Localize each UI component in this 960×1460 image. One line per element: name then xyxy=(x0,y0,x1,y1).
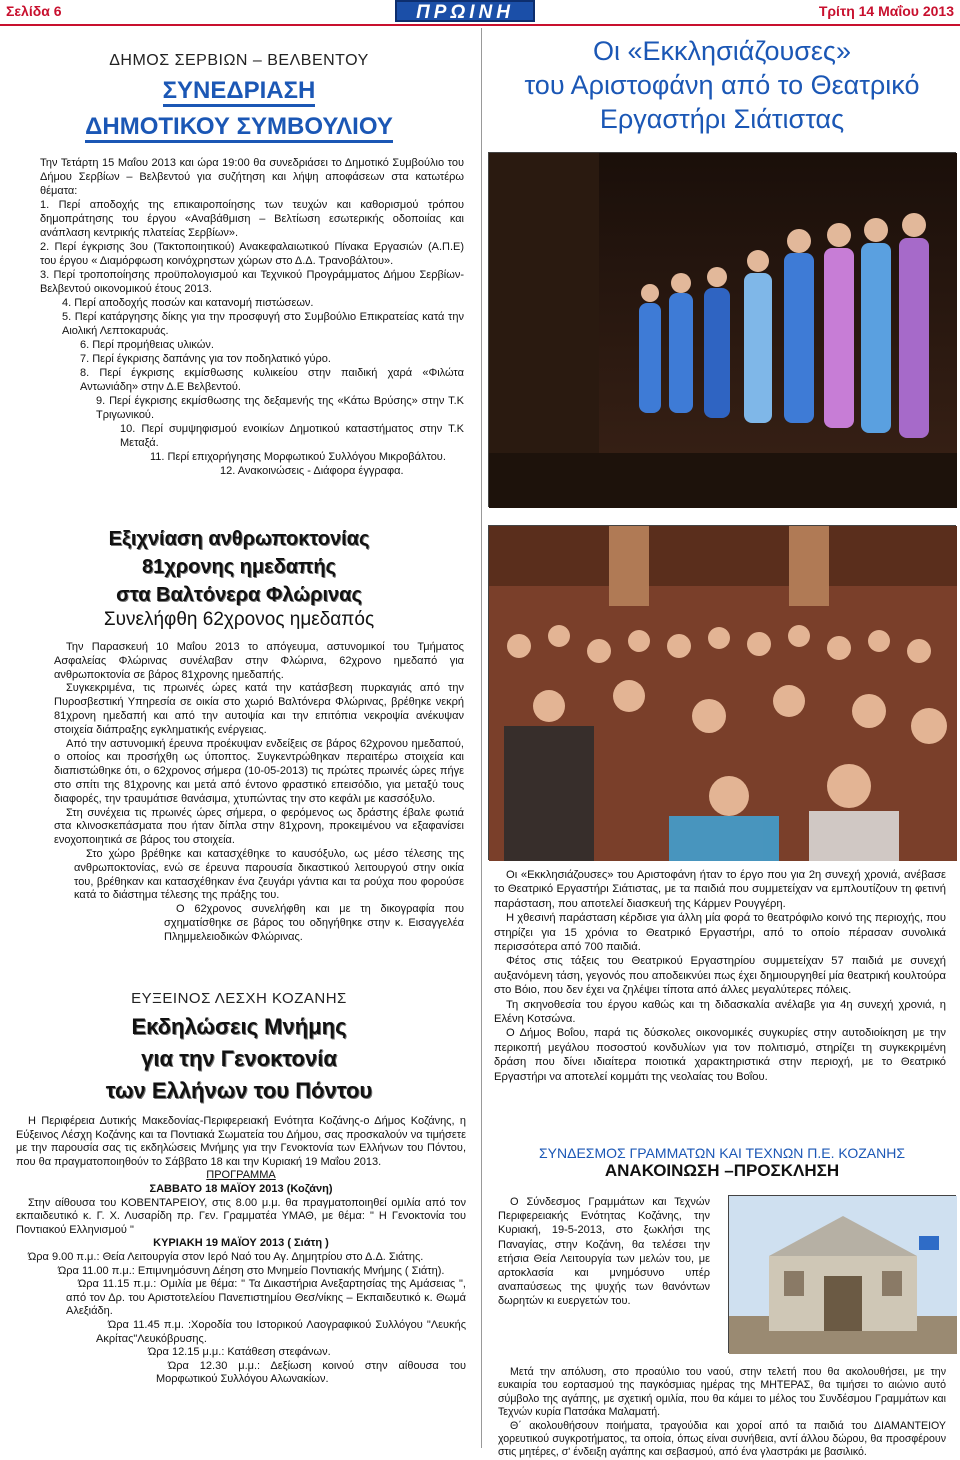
audience-photo xyxy=(488,525,956,860)
paragraph: 4. Περί αποδοχής ποσών και κατανομή πιστώσεων. xyxy=(62,297,314,309)
issue-date: Τρίτη 14 Μαΐου 2013 xyxy=(818,3,954,19)
article-invitation-body xyxy=(484,1195,960,1309)
article-title-line2: για την Γενοκτονία xyxy=(141,1046,337,1071)
paragraph: 2. Περί έγκρισης 3ου (Τακτοποιητικού) Ανακεφαλαιωτικού Πίνακα Εργασιών (Α.Π.Ε) του έργου « Διαμόρφωση κοινόχρηστων χώρων στο Δ.Δ. Τρανοβάλτου». xyxy=(40,241,464,267)
paragraph: Συγκεκριμένα, τις πρωινές ώρες κατά την κατάσβεση πυρκαγιάς από την Πυροσβεστική Υπηρεσία σε οικία στο χωριό Βαλτόνερα Φλώρινας, βρέθηκε νεκρή 81χρονη ημεδαπή και από την αυτοψία και την επιτόπια νεκροψία ανέκυψαν στοιχεία διάπραξης εγκληματικής ενέργειας. xyxy=(54,682,464,736)
paragraph: Τη σκηνοθεσία του έργου καθώς και τη διδασκαλία ανέλαβε για 4η συνεχή χρονιά, η Ελένη Κοτσώνα. xyxy=(494,998,946,1026)
paragraph: Ο 62χρονος συνελήφθη και με τη δικογραφία που σχηματίσθηκε σε βάρος του οδηγήθηκε στην κ. Εισαγγελέα Πλημμελειοδικών Φλώρινας. xyxy=(164,903,464,943)
paragraph: Στη συνέχεια τις πρωινές ώρες σήμερα, ο φερόμενος ως δράστης έβαλε φωτιά στα κλινοσκεπάσματα που ήταν δίπλα στην 81χρονη, προκειμένου να εξαφανίσει ενοχοποιητικά σε βάρος του στοιχεία. xyxy=(54,806,464,847)
stage-photo-image xyxy=(489,153,957,508)
article-pontic-genocide xyxy=(0,990,478,1387)
paragraph: Οι «Εκκλησιάζουσες» του Αριστοφάνη ήταν το έργο που για 2η συνεχή χρονιά, ανέβασε το Θεατρικό Εργαστήρι Σιάτιστας, με τα παιδιά που συμμετείχαν να εμπλουτίζουν τη φετινή παράσταση, που αποτελεί διασκευή της Κάρμεν Ρουγγέρη. xyxy=(494,869,946,910)
paragraph: 3. Περί τροποποίησης προϋπολογισμού και Τεχνικού Προγράμματος Δήμου Σερβίων-Βελβεντού οικονομικού έτους 2013. xyxy=(40,269,464,295)
paragraph: 11. Περί επιχορήγησης Μορφωτικού Συλλόγου Μικροβάλτου. xyxy=(150,451,446,463)
audience-photo-image xyxy=(489,526,957,861)
paragraph: Την Τετάρτη 15 Μαΐου 2013 και ώρα 19:00 θα συνεδριάσει το Δημοτικό Συμβούλιο του Δήμου Σερβίων – Βελβεντού για συζήτηση και λήψη αποφάσεων στα κατωτέρω θέματα: xyxy=(40,157,464,197)
article-title-line1: Οι «Εκκλησιάζουσες» xyxy=(593,36,851,66)
article-theatre xyxy=(484,34,960,136)
article-kicker: ΔΗΜΟΣ ΣΕΡΒΙΩΝ – ΒΕΛΒΕΝΤΟΥ xyxy=(109,52,369,69)
article-body xyxy=(484,868,960,1084)
article-body xyxy=(0,641,478,945)
article-body xyxy=(0,1115,478,1387)
article-title-line3: Εργαστήρι Σιάτιστας xyxy=(599,104,845,134)
article-kicker: ΣΥΝΔΕΣΜΟΣ ΓΡΑΜΜΑΤΩΝ ΚΑΙ ΤΕΧΝΩΝ Π.Ε. ΚΟΖΑΝΗΣ xyxy=(539,1145,905,1161)
paragraph: 10. Περί συμψηφισμού ενοικίων Δημοτικού καταστήματος στην Τ.Κ Μεταξά. xyxy=(120,423,464,449)
paragraph: Φέτος στις τάξεις του Θεατρικού Εργαστηρίου συμμετείχαν 57 παιδιά με συνεχή αυξανόμενη τάση, γεγονός που αποδεικνύει πως έχει δημιουργηθεί μία θεατρική κουλτούρα στο Βόιο, που δεν έχει να ζηλέψει τίποτα από άλλες μεγαλύτερες πόλεις. xyxy=(494,955,946,997)
paragraph: Από την αστυνομική έρευνα προέκυψαν ενδείξεις σε βάρος 62χρονου ημεδαπού, ο οποίος και προσήχθη ως ύποπτος. Συγκεντρώθηκαν περαιτέρω στοιχεία και διαπιστώθηκε ότι, ο 62χρονος σήμερα (10-05-2013) τις πρώτες πρωινές ώρες πήγε στο σπίτι της 81χρονης και μετά από έντονο φραστικό επεισόδιο, για μεταξύ τους διαφορές, την τραυμάτισε θανάσιμα, χτυπώντας την στο κεφάλι με κασσόξυλο. xyxy=(54,737,464,805)
program-day: ΣΑΒΒΑΤΟ 18 ΜΑΪΟΥ 2013 (Κοζάνη) xyxy=(149,1182,333,1195)
masthead-logo: ΠΡΩΙΝΗ xyxy=(395,0,535,22)
paragraph: Μετά την απόλυση, στο προαύλιο του ναού, στην τελετή που θα ακολουθήσει, με την ευκαιρία του εορτασμού της παγκόσμιας ημέρας της ΜΗΤΕΡΑΣ, θα τιμήσει το αιώνιο αυτό σύμβολο της αγάπης, με σχετική ομιλία, που θα κάμει το μέλος του Συνδέσμου Γραμμάτων και Τεχνών κυρία Πατσάκα Μαλαματή. xyxy=(498,1366,946,1419)
program-day: ΚΥΡΙΑΚΗ 19 ΜΑΪΟΥ 2013 ( Σιάτη ) xyxy=(153,1237,329,1250)
article-theatre-body xyxy=(484,868,960,1084)
paragraph: Ώρα 11.45 π.μ. :Χοροδία του Ιστορικού Λαογραφικού Συλλόγου "Λευκής Ακρίτας"Λευκόβρυσης. xyxy=(96,1318,466,1345)
article-title: ΑΝΑΚΟΙΝΩΣΗ –ΠΡΟΣΚΛΗΣΗ xyxy=(604,1161,840,1180)
paragraph: Την Παρασκευή 10 Μαΐου 2013 το απόγευμα, αστυνομικοί του Τμήματος Ασφαλείας Φλώρινας συνέλαβαν στην Φλώρινα, 62χρονο ημεδαπό για ανθρωποκτονία σε βάρος 81χρονης ημεδαπής. xyxy=(54,641,464,681)
article-title-line1: ΣΥΝΕΔΡΙΑΣΗ xyxy=(0,76,478,106)
paragraph: 12. Ανακοινώσεις - Διάφορα έγγραφα. xyxy=(220,465,404,477)
paragraph: 7. Περί έγκρισης δαπάνης για τον ποδηλατικό γύρο. xyxy=(80,353,331,365)
article-homicide xyxy=(0,525,478,945)
program-heading: ΠΡΟΓΡΑΜΜΑ xyxy=(206,1169,276,1182)
paragraph: Στην αίθουσα του ΚΟΒΕΝΤΑΡΕΙΟΥ, στις 8.00 μ.μ. θα πραγματοποιηθεί ομιλία από τον εκπαιδευτικό κ. Γ. Χ. Λυσαρίδη πρ. Γεν. Γραμματέα ΥΜΑΘ, με θέμα: " Η Γενοκτονία του Ποντιακού Ελληνισμού " xyxy=(16,1196,466,1236)
article-title-line2: του Αριστοφάνη από το Θεατρικό xyxy=(524,70,920,100)
article-council-meeting xyxy=(0,52,478,478)
article-body xyxy=(0,156,478,478)
article-body xyxy=(484,1195,960,1309)
paragraph: Ώρα 11.15 π.μ.: Ομιλία με θέμα: " Τα Δικαστήρια Ανεξαρτησίας της Αμάσειας ", από τον Δρ. του Αριστοτελείου Πανεπιστημίου Θεσ/νίκης – Εκπαιδευτικό κ. Θωμά Αλεξιάδη. xyxy=(66,1278,466,1318)
paragraph: Θ΄ ακολουθήσουν ποιήματα, τραγούδια και χοροί από τα παιδιά του ΔΙΑΜΑΝΤΕΙΟΥ χορευτικού συγκροτήματος, τα οποία, όπως είναι συνήθεια, αντί άλλου δώρου, θα προσφέρουν στις μητέρες, σ' ένδειξη αγάπης και σεβασμού, από ένα γλαστράκι με βασιλικό. xyxy=(498,1419,946,1459)
paragraph: 1. Περί αποδοχής της επικαιροποίησης των τευχών και καθορισμού τρόπου δημοπράτησης του έργου «Αναβάθμιση – Βελτίωση εσωτερικής οδοποιίας και ανάπλαση κεντρικής πλατείας Σερβίων». xyxy=(40,199,464,239)
article-title-line2: ΔΗΜΟΤΙΚΟΥ ΣΥΜΒΟΥΛΙΟΥ xyxy=(0,112,478,142)
paragraph: 9. Περί έγκρισης εκμίσθωσης της δεξαμενής της «Κάτω Βρύσης» στην Τ.Κ Τριγωνικού. xyxy=(96,395,464,421)
page-header xyxy=(0,0,960,26)
page-number: Σελίδα 6 xyxy=(6,3,62,19)
paragraph: Ώρα 9.00 π.μ.: Θεία Λειτουργία στον Ιερό Ναό του Αγ. Δημητρίου στο Δ.Δ. Σιάτης. xyxy=(28,1250,424,1263)
paragraph: Η χθεσινή παράσταση κέρδισε για άλλη μία φορά το θεατρόφιλο κοινό της περιοχής, που στηρίζει για 15 χρόνια το Θεατρικό Εργαστήρι, από το οποίο πέρασαν συνολικά περισσότερα από 700 παιδιά. xyxy=(494,912,946,954)
article-title-line3: στα Βαλτόνερα Φλώρινας xyxy=(116,584,362,606)
paragraph: Ώρα 12.15 μ.μ.: Κατάθεση στεφάνων. xyxy=(148,1346,331,1359)
article-invitation xyxy=(484,1145,960,1181)
paragraph: 6. Περί προμήθειας υλικών. xyxy=(80,339,214,351)
article-title-line3: των Ελλήνων του Πόντου xyxy=(105,1078,373,1103)
paragraph: Ο Δήμος Βοΐου, παρά τις δύσκολες οικονομικές συγκυρίες στην αυτοδιοίκηση με την περικοπή μεγάλου ποσοστού κονδυλίων για τον πολιτισμό, στηρίζει τη συγκεκριμένη δράση που δίνει ιδιαίτερα ποιοτικά χαρακτηριστικά στην περιοχή, με το Θεατρικό Εργαστήρι να αποτελεί κομμάτι της νεολαίας του Βοΐου. xyxy=(494,1027,946,1083)
paragraph: Ο Σύνδεσμος Γραμμάτων και Τεχνών Περιφερειακής Ενότητας Κοζάνης, την Κυριακή, 19-5-2013, στο ξωκλήσι της Παναγίας, στην Κοζάνη, θα τελέσει την ετήσια Θεία Λειτουργία των μελών του, με αρτοκλασία και μνημόσυνο υπέρ αναπαύσεως της ψυχής των θανόντων δωρητών κι ευεργετών του. xyxy=(498,1196,710,1308)
article-title-line2: 81χρονης ημεδαπής xyxy=(142,556,336,578)
article-invitation-body2 xyxy=(484,1366,960,1460)
article-subtitle: Συνελήφθη 62χρονος ημεδαπός xyxy=(103,609,375,630)
stage-photo xyxy=(488,152,956,507)
paragraph: Στο χώρο βρέθηκε και κατασχέθηκε το καυσόξυλο, ως μέσο τέλεσης της ανθρωποκτονίας, ενώ σε έρευνα παρουσία δικαστικού λειτουργού στην οικία του, βρέθηκαν και κατασχέθηκαν ένα ζευγάρι γάντια και τα ρούχα που φορούσε κατά το διάστημα τέλεσης της πράξης του. xyxy=(74,847,464,902)
article-title-line1: Εξιχνίαση ανθρωποκτονίας xyxy=(108,528,370,550)
paragraph: Ώρα 12.30 μ.μ.: Δεξίωση κοινού στην αίθουσα του Μορφωτικού Συλλόγου Αλωνακίων. xyxy=(156,1359,466,1386)
article-kicker: ΕΥΞΕΙΝΟΣ ΛΕΣΧΗ ΚΟΖΑΝΗΣ xyxy=(131,990,347,1007)
article-title-line1: Εκδηλώσεις Μνήμης xyxy=(131,1014,347,1039)
article-body xyxy=(484,1366,960,1460)
paragraph: 8. Περί έγκρισης εκμίσθωσης κυλικείου στην παιδική χαρά «Φιλώτα Αντωνιάδη» στην Δ.Ε Βελβεντού. xyxy=(80,367,464,393)
column-divider xyxy=(481,28,482,1448)
paragraph: 5. Περί κατάργησης δίκης για την προσφυγή στο Συμβούλιο Επικρατείας κατά την Αιολική Λεπτοκαρυάς. xyxy=(62,311,464,337)
paragraph: Ώρα 11.00 π.μ.: Επιμνημόσυνη Δέηση στο Μνημείο Ποντιακής Μνήμης ( Σιάτη). xyxy=(58,1264,445,1277)
paragraph: Η Περιφέρεια Δυτικής Μακεδονίας-Περιφερειακή Ενότητα Κοζάνης-ο Δήμος Κοζάνης, η Εύξεινος Λέσχη Κοζάνης και τα Ποντιακά Σωματεία του Δήμου, σας προσκαλούν να τιμήσετε με την παρουσία σας τις εκδηλώσεις Μνήμης για την Γενοκτονία των Ελλήνων του Πόντου, που θα πραγματοποιηθούν το Σάββατο 18 και την Κυριακή 19 Μαΐου 2013. xyxy=(16,1115,466,1168)
